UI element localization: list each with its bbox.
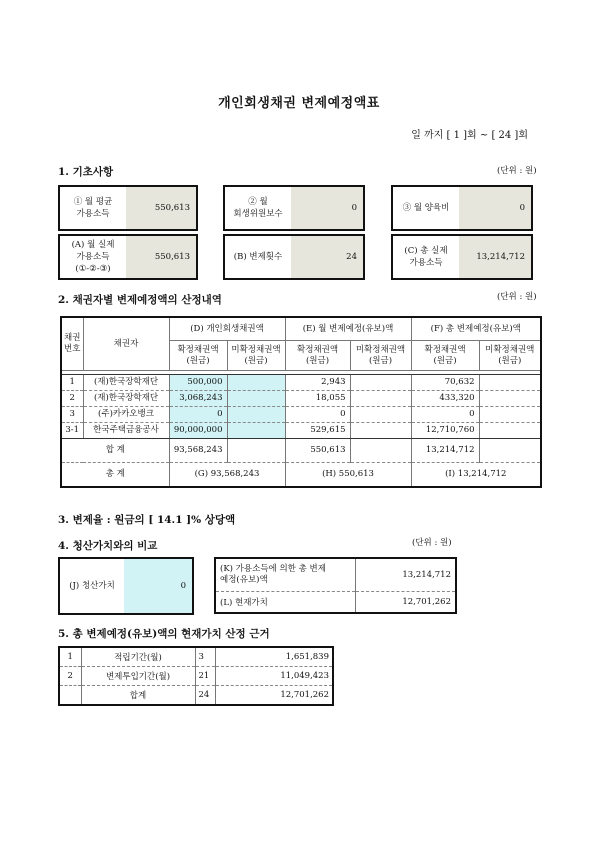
row-d-confirmed: 0: [169, 407, 227, 423]
row-creditor: (재)한국장학재단: [83, 375, 169, 391]
row-amount: 11,049,423: [215, 667, 333, 686]
page-title: 개인회생채권 변제예정액표: [218, 96, 380, 111]
total-label: 총 계: [61, 463, 169, 487]
row-no: [59, 686, 81, 706]
box-value: 0: [291, 187, 363, 229]
row-d-unconfirmed: [227, 391, 285, 407]
total-h: (H) 550,613: [285, 463, 411, 487]
section3-heading: 3. 변제율 : 원금의 [ 14.1 ]% 상당액: [58, 514, 236, 526]
header-e-unconfirmed: 미확정채권액 (원금): [350, 341, 411, 371]
row-label: 합계: [81, 686, 195, 706]
row-no: 2: [61, 391, 83, 407]
row-e-unconfirmed: [350, 407, 411, 423]
section2-unit: (단위 : 원): [497, 292, 537, 302]
row-f-unconfirmed: [479, 391, 541, 407]
header-d-unconfirmed: 미확정채권액 (원금): [227, 341, 285, 371]
table-row: [61, 423, 541, 439]
box-liquidation-value: [58, 557, 194, 615]
row-count: 24: [195, 686, 215, 706]
l-value: 12,701,262: [402, 597, 451, 607]
row-creditor: 한국주택금융공사: [83, 423, 169, 439]
table-row: [59, 667, 333, 686]
subtotal-d: 93,568,243: [169, 439, 227, 463]
box-label: ① 월 평균 가용소득: [73, 197, 113, 219]
box-value: 550,613: [126, 236, 196, 278]
row-amount: 12,701,262: [280, 690, 329, 700]
row-f-confirmed: 12,710,760: [411, 423, 479, 439]
header-creditor: 채권자: [83, 317, 169, 371]
row-f-unconfirmed: [479, 423, 541, 439]
row-amount: 1,651,839: [215, 647, 333, 667]
row-no: 1: [59, 647, 81, 667]
box-total-real-income: [391, 234, 533, 280]
section4-unit: (단위 : 원): [412, 538, 452, 548]
row-d-unconfirmed: [227, 375, 285, 391]
row-d-unconfirmed: [227, 407, 285, 423]
row-d-confirmed: 90,000,000: [169, 423, 227, 439]
table-row: [61, 375, 541, 391]
row-f-confirmed: 0: [411, 407, 479, 423]
l-label: (L) 현재가치: [215, 592, 355, 614]
table-row: [61, 391, 541, 407]
row-e-unconfirmed: [350, 375, 411, 391]
row-e-confirmed: 529,615: [285, 423, 350, 439]
box-repayment-count: [223, 234, 365, 280]
row-f-confirmed: 433,320: [411, 391, 479, 407]
box-value: 0: [459, 187, 531, 229]
row-label: 변제투입기간(월): [81, 667, 195, 686]
subtotal-row: [61, 439, 541, 463]
row-f-unconfirmed: [479, 407, 541, 423]
row-count: 3: [195, 647, 215, 667]
k-label: (K) 가용소득에 의한 총 변제 예정(유보)액: [215, 558, 355, 592]
box-trustee-fee: [223, 185, 365, 231]
row-no: 3: [61, 407, 83, 423]
header-no: 채권 번호: [61, 317, 83, 371]
subtotal-e: 550,613: [285, 439, 350, 463]
section4-heading: 4. 청산가치와의 비교: [58, 540, 158, 552]
box-label: (J) 청산가치: [69, 581, 115, 591]
box-monthly-real-income: [58, 234, 198, 280]
row-e-confirmed: 2,943: [285, 375, 350, 391]
row-no: 2: [59, 667, 81, 686]
section2-heading: 2. 채권자별 변제예정액의 산정내역: [58, 294, 222, 306]
row-f-confirmed: 70,632: [411, 375, 479, 391]
subtotal-f: 13,214,712: [411, 439, 479, 463]
subtotal-label: 합 계: [61, 439, 169, 463]
header-d: (D) 개인회생채권액: [169, 317, 285, 341]
repayment-period: 일 까지 [ 1 ]회 ~ [ 24 ]회: [411, 130, 528, 141]
comparison-table: [214, 557, 457, 614]
box-value: 24: [291, 236, 363, 278]
box-label: ② 월 회생위원보수: [233, 197, 283, 219]
box-value: 13,214,712: [459, 236, 531, 278]
section1-heading: 1. 기초사항: [58, 166, 114, 178]
header-f: (F) 총 변제예정(유보)액: [411, 317, 541, 341]
header-e-confirmed: 확정채권액 (원금): [285, 341, 350, 371]
row-d-confirmed: 500,000: [169, 375, 227, 391]
row-e-confirmed: 0: [285, 407, 350, 423]
total-g: (G) 93,568,243: [169, 463, 285, 487]
k-value: 13,214,712: [355, 558, 456, 592]
row-no: 1: [61, 375, 83, 391]
header-f-confirmed: 확정채권액 (원금): [411, 341, 479, 371]
row-count: 21: [195, 667, 215, 686]
box-monthly-avg-income: [58, 185, 198, 231]
box-value: 550,613: [126, 187, 196, 229]
total-i: (I) 13,214,712: [445, 468, 507, 479]
section5-heading: 5. 총 변제예정(유보)액의 현재가치 산정 근거: [58, 628, 270, 640]
box-child-support: [391, 185, 533, 231]
header-e: (E) 월 변제예정(유보)액: [285, 317, 411, 341]
header-d-confirmed: 확정채권액 (원금): [169, 341, 227, 371]
box-value: 0: [124, 559, 192, 613]
row-no: 3-1: [61, 423, 83, 439]
table-row: [61, 407, 541, 423]
table-row: [59, 686, 333, 706]
box-label: (A) 월 실제 가용소득 (①-②-③): [71, 240, 115, 274]
row-creditor: (주)카카오뱅크: [83, 407, 169, 423]
row-d-confirmed: 3,068,243: [169, 391, 227, 407]
row-e-unconfirmed: [350, 423, 411, 439]
row-e-unconfirmed: [350, 391, 411, 407]
row-e-confirmed: 18,055: [285, 391, 350, 407]
header-f-unconfirmed: 미확정채권액 (원금): [479, 341, 541, 371]
total-row: [61, 463, 541, 487]
section1-unit: (단위 : 원): [497, 166, 537, 176]
row-d-unconfirmed: [227, 423, 285, 439]
row-creditor: (재)한국장학재단: [83, 391, 169, 407]
row-f-unconfirmed: [479, 375, 541, 391]
box-label: (C) 총 실제 가용소득: [404, 246, 448, 268]
present-value-table: [58, 646, 334, 706]
table-row: [59, 647, 333, 667]
box-label: (B) 변제횟수: [233, 252, 283, 262]
box-label: ③ 월 양육비: [402, 203, 450, 213]
row-label: 적립기간(월): [81, 647, 195, 667]
creditor-repayment-table: [60, 316, 542, 488]
